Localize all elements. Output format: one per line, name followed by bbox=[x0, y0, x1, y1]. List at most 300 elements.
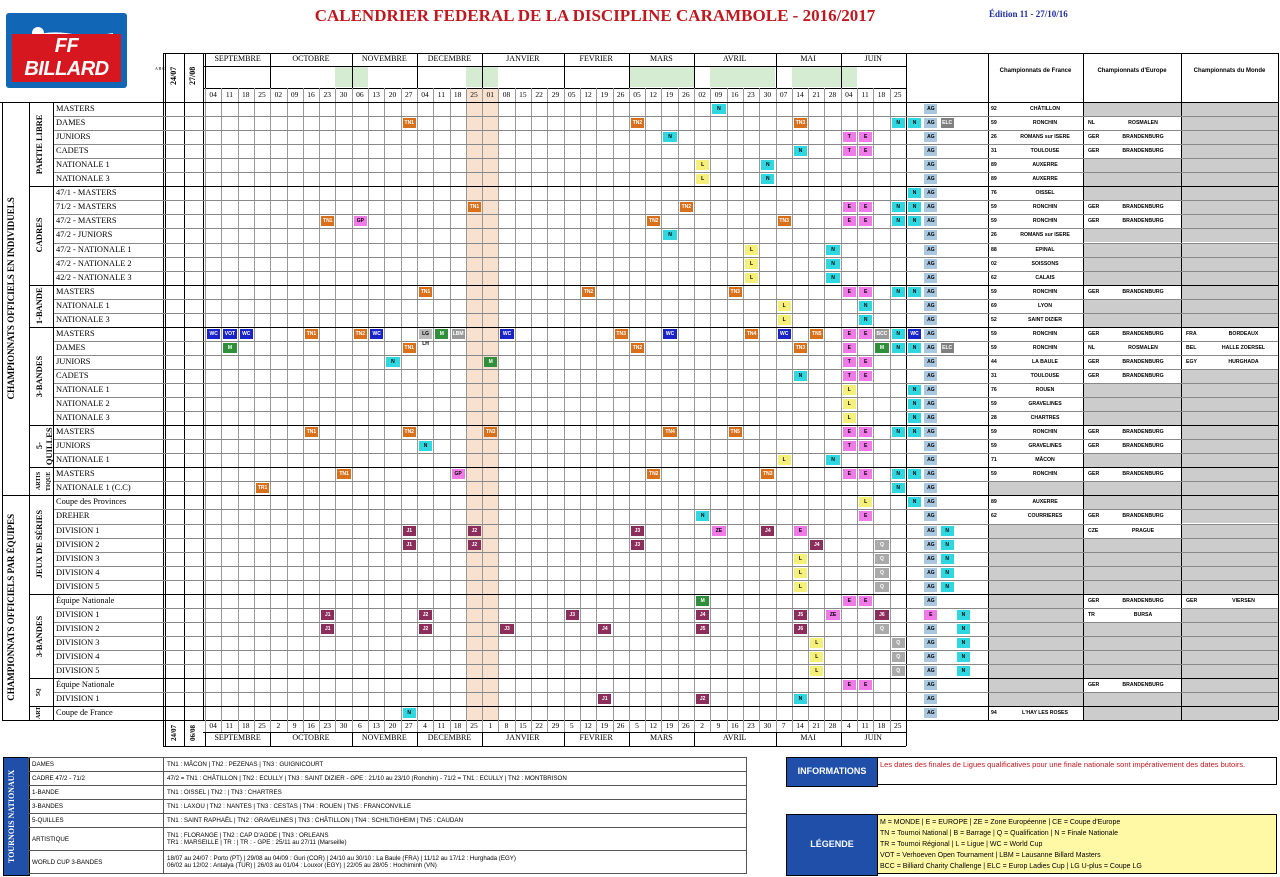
week-day-label: 09 bbox=[290, 90, 299, 99]
france-empty bbox=[989, 693, 1083, 706]
category-label: 3-BANDES bbox=[34, 615, 44, 657]
week-day-label: 11 bbox=[225, 90, 234, 99]
france-city: AUXERRE bbox=[1032, 176, 1058, 183]
france-city: RONCHIN bbox=[1032, 288, 1058, 295]
france-dept: 62 bbox=[991, 513, 997, 520]
event-marker: E bbox=[859, 371, 872, 381]
france-dept: 59 bbox=[991, 218, 997, 225]
europe-city: BRANDENBURG bbox=[1122, 358, 1164, 365]
bottom-day-label: 25 bbox=[470, 721, 478, 731]
event-marker: AG bbox=[924, 104, 937, 114]
left-line bbox=[2, 102, 3, 720]
event-marker: E bbox=[924, 610, 937, 620]
bottom-month-label: SEPTEMBRE bbox=[214, 733, 261, 743]
week-day-label: 05 bbox=[633, 90, 641, 99]
event-marker: L bbox=[794, 568, 807, 578]
france-city: RONCHIN bbox=[1032, 330, 1058, 337]
event-marker: TN3 bbox=[795, 344, 806, 351]
europe-city: BURSA bbox=[1133, 611, 1153, 618]
europe-city: BRANDENBURG bbox=[1122, 204, 1164, 211]
event-marker: AG bbox=[924, 568, 937, 578]
france-city: COURRIERES bbox=[1027, 513, 1063, 520]
row-label: DIVISION 4 bbox=[56, 567, 100, 577]
event-marker: L bbox=[843, 399, 856, 409]
bottom-day-label: 18 bbox=[453, 721, 462, 731]
event-marker: L bbox=[843, 413, 856, 423]
event-marker: AG bbox=[924, 554, 937, 564]
event-marker: J4 bbox=[810, 540, 823, 550]
bottom-right-line bbox=[906, 720, 907, 746]
event-marker: N bbox=[826, 245, 839, 255]
week-line bbox=[319, 88, 320, 720]
europe-empty bbox=[1084, 412, 1181, 425]
week-line bbox=[515, 88, 516, 720]
event-marker: N bbox=[908, 413, 921, 423]
event-marker: Q bbox=[875, 624, 888, 634]
tournoi-detail-line: 06/02 au 12/02 : Antalya (TUR) | 26/03 au 01/04 : Louxor (EGY) | 22/05 au 28/05 : Hochiminh (VN) bbox=[167, 862, 437, 869]
europe-empty bbox=[1084, 581, 1181, 594]
week-day-label: 26 bbox=[682, 90, 690, 99]
europe-empty bbox=[1084, 103, 1181, 116]
week-day-label: 19 bbox=[665, 90, 674, 99]
holiday-column bbox=[482, 88, 498, 720]
france-dept: 88 bbox=[991, 246, 997, 253]
event-marker: Q bbox=[892, 666, 905, 676]
week-day-label: 15 bbox=[519, 90, 527, 99]
week-line bbox=[221, 88, 222, 720]
france-dept: 62 bbox=[991, 274, 997, 281]
week-day-label: 25 bbox=[470, 90, 478, 99]
france-city: TOULOUSE bbox=[1030, 148, 1060, 155]
france-dept: 59 bbox=[991, 429, 997, 436]
event-marker: E bbox=[859, 596, 872, 606]
tournoi-row bbox=[29, 758, 747, 772]
event-marker: J3 bbox=[631, 540, 644, 550]
bottom-pre-line bbox=[184, 720, 185, 746]
event-marker: Q bbox=[892, 638, 905, 648]
europe-country: GER bbox=[1088, 134, 1100, 141]
event-marker: N bbox=[957, 638, 970, 648]
france-dept: 76 bbox=[991, 190, 997, 197]
row-label: MASTERS bbox=[56, 104, 95, 113]
europe-empty bbox=[1084, 693, 1181, 706]
bottom-week-line bbox=[743, 720, 744, 732]
event-marker: TN1 bbox=[306, 429, 317, 436]
europe-country: GER bbox=[1088, 204, 1100, 211]
monde-empty bbox=[1182, 173, 1278, 186]
europe-empty bbox=[1084, 300, 1181, 313]
france-dept: 31 bbox=[991, 372, 997, 379]
row-label: NATIONALE 2 bbox=[56, 399, 110, 409]
row-label: DIVISION 2 bbox=[56, 539, 100, 549]
monde-empty bbox=[1182, 215, 1278, 228]
week-line bbox=[417, 88, 418, 720]
france-empty bbox=[989, 581, 1083, 594]
bottom-week-line bbox=[824, 720, 825, 732]
tournoi-row bbox=[29, 814, 747, 828]
row-label: NATIONALE 1 bbox=[56, 385, 110, 394]
event-marker: N bbox=[892, 483, 905, 493]
week-day-label: 26 bbox=[616, 90, 625, 99]
tournoi-details bbox=[164, 772, 747, 786]
week-line bbox=[792, 88, 793, 720]
event-marker: J6 bbox=[875, 610, 888, 620]
week-day-label: 27 bbox=[404, 90, 413, 99]
tournoi-details bbox=[164, 814, 747, 828]
event-marker: TN4 bbox=[665, 429, 675, 436]
europe-city: BRANDENBURG bbox=[1122, 372, 1164, 379]
monde-empty bbox=[1182, 201, 1278, 214]
event-marker: VOT bbox=[224, 330, 236, 337]
monde-empty bbox=[1182, 707, 1278, 720]
bottom-day-label: 12 bbox=[584, 721, 592, 731]
event-marker: AG bbox=[924, 526, 937, 536]
bottom-day-label: 11 bbox=[225, 721, 234, 731]
event-marker: AG bbox=[924, 483, 937, 493]
week-day-label: 22 bbox=[535, 90, 543, 99]
bottom-day-label: 2 bbox=[276, 721, 281, 731]
event-marker: N bbox=[892, 287, 905, 297]
row-label: 47/1 - MASTERS bbox=[56, 188, 117, 198]
bottom-week-line bbox=[384, 720, 385, 732]
france-dept: 89 bbox=[991, 162, 997, 169]
pre-col-line bbox=[165, 53, 166, 720]
monde-empty bbox=[1182, 637, 1278, 650]
event-marker: N bbox=[957, 652, 970, 662]
france-dept: 59 bbox=[991, 344, 997, 351]
week-day-label: 12 bbox=[649, 90, 657, 99]
event-marker: TN2 bbox=[583, 288, 594, 295]
event-marker: GP bbox=[452, 469, 465, 479]
monde-empty bbox=[1182, 300, 1278, 313]
monde-empty bbox=[1182, 131, 1278, 144]
pre-col-line bbox=[203, 53, 204, 720]
event-marker: J4 bbox=[761, 526, 774, 536]
event-marker: L bbox=[778, 315, 791, 325]
event-marker: J3 bbox=[500, 624, 513, 634]
category-label: 1-BANDE bbox=[34, 287, 44, 325]
event-marker: E bbox=[859, 427, 872, 437]
bottom-day-label: 16 bbox=[307, 721, 315, 731]
event-marker: AG bbox=[924, 174, 937, 184]
bottom-day-label: 27 bbox=[404, 721, 413, 731]
tournoi-details bbox=[164, 800, 747, 814]
tournoi-row bbox=[29, 828, 747, 851]
europe-country: GER bbox=[1088, 471, 1100, 478]
event-marker: N bbox=[908, 216, 921, 226]
france-city: OISSEL bbox=[1035, 190, 1055, 197]
month-label: OCTOBRE bbox=[292, 54, 330, 63]
page-title: CALENDRIER FEDERAL DE LA DISCIPLINE CARAMBOLE - 2016/2017 bbox=[314, 6, 876, 25]
row-label: MASTERS bbox=[56, 469, 95, 479]
france-city: MÂCON bbox=[1035, 457, 1055, 464]
monde-empty bbox=[1182, 679, 1278, 692]
event-marker: Q bbox=[875, 582, 888, 592]
bottom-month-label: OCTOBRE bbox=[292, 733, 330, 743]
event-marker: AG bbox=[924, 385, 937, 395]
france-dept: 92 bbox=[991, 106, 997, 112]
week-line bbox=[824, 88, 825, 720]
side-group-equipes: CHAMPIONNATS OFFICIELS PAR ÉQUIPES bbox=[6, 514, 16, 702]
tournoi-row bbox=[29, 772, 747, 786]
event-marker: TR1 bbox=[257, 485, 268, 492]
week-line bbox=[710, 88, 711, 720]
week-line bbox=[873, 88, 874, 720]
event-marker: LG LH bbox=[419, 329, 432, 339]
tournoi-detail-line: 18/07 au 24/07 : Porto (PT) | 29/08 au 04/09 : Guri (COR) | 24/10 au 30/10 : La Baule (FRA) | 11/12 au 17/12 : Hurghada (EGY) bbox=[167, 855, 516, 862]
bottom-week-line bbox=[710, 720, 711, 732]
week-line bbox=[645, 88, 646, 720]
monde-empty bbox=[1182, 468, 1278, 481]
event-marker: AG bbox=[924, 399, 937, 409]
bottom-week-line bbox=[287, 720, 288, 732]
france-empty bbox=[989, 553, 1083, 566]
france-empty bbox=[989, 637, 1083, 650]
france-dept: 59 bbox=[991, 330, 997, 337]
europe-city: BRANDENBURG bbox=[1122, 443, 1164, 450]
event-marker: Q bbox=[875, 554, 888, 564]
event-marker: AG bbox=[924, 596, 937, 606]
category-label: JEUX DE SÉRIES bbox=[34, 510, 44, 579]
bottom-month-label: AVRIL bbox=[723, 733, 747, 743]
event-marker: AG bbox=[924, 245, 937, 255]
france-city: CHÂTILLON bbox=[1030, 106, 1060, 112]
pre-date-label: 27/08 bbox=[188, 66, 197, 86]
europe-empty bbox=[1084, 258, 1181, 271]
france-city: AUXERRE bbox=[1032, 162, 1058, 169]
event-marker: L bbox=[843, 385, 856, 395]
event-marker: E bbox=[859, 287, 872, 297]
event-marker: J2 bbox=[468, 526, 481, 536]
bottom-week-line bbox=[531, 720, 532, 732]
event-marker: TN1 bbox=[323, 218, 333, 225]
europe-country: GER bbox=[1088, 148, 1100, 155]
event-marker: TN1 bbox=[339, 471, 349, 478]
monde-empty bbox=[1182, 412, 1278, 425]
week-line bbox=[498, 88, 499, 720]
event-marker: T bbox=[843, 132, 856, 142]
bottom-week-line bbox=[433, 720, 434, 732]
event-marker: TN3 bbox=[730, 288, 740, 295]
bottom-week-line bbox=[205, 720, 206, 732]
bottom-day-label: 7 bbox=[781, 721, 786, 731]
bottom-day-label: 2 bbox=[700, 721, 705, 731]
monde-empty bbox=[1182, 117, 1278, 130]
europe-country: GER bbox=[1088, 513, 1100, 520]
event-marker: J3 bbox=[631, 526, 644, 536]
tournois-table bbox=[28, 757, 747, 875]
bottom-day-label: 22 bbox=[535, 721, 543, 731]
event-marker: AG bbox=[924, 666, 937, 676]
row-label: 71/2 - MASTERS bbox=[56, 202, 117, 212]
week-day-label: 28 bbox=[828, 90, 837, 99]
bottom-day-label: 25 bbox=[893, 721, 902, 731]
bottom-week-line bbox=[319, 720, 320, 732]
bottom-header-line bbox=[163, 746, 906, 747]
bottom-week-line bbox=[221, 720, 222, 732]
event-marker: N bbox=[908, 399, 921, 409]
bottom-day-label: 25 bbox=[258, 721, 266, 731]
week-day-label: 29 bbox=[551, 90, 560, 99]
event-marker: N bbox=[892, 329, 905, 339]
row-label: MASTERS bbox=[56, 328, 95, 338]
bottom-day-label: 8 bbox=[504, 721, 509, 731]
event-marker: N bbox=[794, 146, 807, 156]
row-label: DAMES bbox=[56, 118, 86, 128]
france-dept: 76 bbox=[991, 387, 997, 393]
bottom-week-line bbox=[352, 720, 353, 732]
row-label: Équipe Nationale bbox=[56, 595, 115, 605]
row-label: Équipe Nationale bbox=[56, 680, 115, 690]
row-label: NATIONALE 3 bbox=[56, 314, 110, 324]
event-marker: N bbox=[908, 118, 921, 128]
europe-empty bbox=[1084, 665, 1181, 678]
europe-country: NL bbox=[1088, 344, 1095, 351]
event-marker: T bbox=[843, 371, 856, 381]
row-label: DIVISION 3 bbox=[56, 637, 100, 647]
week-day-label: 11 bbox=[861, 90, 869, 99]
tournoi-discipline: WORLD CUP 3-BANDES bbox=[29, 851, 164, 874]
bottom-day-label: 28 bbox=[828, 721, 837, 731]
week-line bbox=[205, 88, 206, 720]
monde-country: BEL bbox=[1186, 344, 1197, 351]
tournoi-detail-line: TN1 : FLORANGE | TN2 : CAP D'AGDE | TN3 : ORLEANS bbox=[167, 832, 329, 839]
event-marker: L bbox=[794, 554, 807, 564]
event-marker: N bbox=[892, 216, 905, 226]
row-label: DIVISION 1 bbox=[56, 525, 100, 535]
month-label: NOVEMBRE bbox=[361, 54, 407, 63]
monde-empty bbox=[1182, 623, 1278, 636]
france-dept: 69 bbox=[991, 302, 997, 309]
bottom-week-line bbox=[482, 720, 483, 732]
category-label: 3-BANDES bbox=[34, 355, 44, 397]
france-city: ROUEN bbox=[1035, 387, 1055, 393]
monde-empty bbox=[1182, 370, 1278, 383]
europe-city: BRANDENBURG bbox=[1122, 288, 1164, 295]
event-marker: TN3 bbox=[779, 218, 789, 225]
event-marker: N bbox=[826, 455, 839, 465]
europe-country: GER bbox=[1088, 443, 1100, 450]
europe-empty bbox=[1084, 454, 1181, 467]
europe-empty bbox=[1084, 637, 1181, 650]
event-marker: AG bbox=[924, 638, 937, 648]
france-city: ROMANS sur ISERE bbox=[1020, 232, 1070, 239]
week-day-label: 19 bbox=[600, 90, 609, 99]
event-marker: BCC bbox=[876, 330, 888, 337]
monde-city: HURGHADA bbox=[1228, 358, 1259, 365]
row-label: JUNIORS bbox=[56, 441, 91, 451]
bottom-day-label: 20 bbox=[388, 721, 397, 731]
monde-city: VIERSEN bbox=[1232, 597, 1255, 604]
event-marker: TN1 bbox=[404, 120, 414, 127]
bottom-week-line bbox=[661, 720, 662, 732]
europe-city: BRANDENBURG bbox=[1122, 134, 1164, 141]
monde-empty bbox=[1182, 693, 1278, 706]
france-dept: 59 bbox=[991, 288, 997, 295]
row-label: DIVISION 2 bbox=[56, 623, 100, 633]
europe-empty bbox=[1084, 496, 1181, 509]
monde-city: HALLE ZOERSEL bbox=[1221, 344, 1266, 351]
bottom-week-line bbox=[450, 720, 451, 732]
event-marker: J5 bbox=[794, 610, 807, 620]
france-dept: 31 bbox=[991, 148, 997, 155]
month-label: AVRIL bbox=[723, 54, 747, 63]
week-line bbox=[270, 88, 271, 720]
europe-city: BRANDENBURG bbox=[1122, 597, 1164, 604]
france-city: RONCHIN bbox=[1032, 471, 1058, 478]
week-line bbox=[580, 88, 581, 720]
event-marker: GP bbox=[354, 216, 367, 226]
week-line bbox=[352, 88, 353, 720]
row-label: 47/2 - JUNIORS bbox=[56, 230, 113, 240]
event-marker: E bbox=[859, 680, 872, 690]
event-marker: TN2 bbox=[632, 344, 643, 351]
bottom-week-line bbox=[678, 720, 679, 732]
bottom-week-line bbox=[368, 720, 369, 732]
france-city: RONCHIN bbox=[1032, 344, 1058, 351]
france-city: RONCHIN bbox=[1032, 204, 1058, 211]
info-box bbox=[786, 757, 878, 787]
row-label: DREHER bbox=[56, 511, 90, 521]
europe-empty bbox=[1084, 187, 1181, 200]
event-marker: AG bbox=[924, 357, 937, 367]
event-marker: TN2 bbox=[649, 471, 659, 478]
event-marker: LBM bbox=[452, 330, 464, 337]
bottom-week-line bbox=[645, 720, 646, 732]
week-day-label: 25 bbox=[258, 90, 266, 99]
monde-empty bbox=[1182, 384, 1278, 397]
europe-country: GER bbox=[1088, 218, 1100, 225]
europe-empty bbox=[1084, 567, 1181, 580]
week-line bbox=[466, 88, 467, 720]
event-marker: N bbox=[908, 188, 921, 198]
legende-line: BCC = Billiard Charity Challenge | ELC = Europ Ladies Cup | LG U-plus = Coupe LG bbox=[880, 863, 1142, 870]
legende-box bbox=[786, 814, 878, 876]
tournoi-details bbox=[164, 758, 747, 772]
event-marker: AG bbox=[924, 259, 937, 269]
event-marker: TN5 bbox=[812, 330, 822, 337]
bottom-pre-line bbox=[165, 720, 166, 746]
tournoi-details bbox=[164, 786, 747, 800]
event-marker: AG bbox=[924, 511, 937, 521]
event-marker: N bbox=[908, 497, 921, 507]
tournoi-row bbox=[29, 800, 747, 814]
france-city: RONCHIN bbox=[1032, 218, 1058, 225]
monde-empty bbox=[1182, 272, 1278, 285]
europe-country: GER bbox=[1088, 597, 1100, 604]
bottom-day-label: 5 bbox=[635, 721, 639, 731]
bottom-week-line bbox=[303, 720, 304, 732]
month-label: FEVRIER bbox=[579, 54, 613, 63]
legende-line: TR = Tournoi Régional | L = Ligue | WC = World Cup bbox=[880, 841, 1043, 848]
event-marker: AG bbox=[924, 287, 937, 297]
legende-line: M = MONDE | E = EUROPE | ZE = Zone Européenne | CE = Coupe d'Europe bbox=[880, 819, 1121, 826]
france-city: RONCHIN bbox=[1032, 429, 1058, 436]
holiday-column bbox=[466, 88, 482, 720]
month-label: DECEMBRE bbox=[427, 54, 472, 63]
tournoi-detail-line: TN1 : OISSEL | TN2 : | TN3 : CHARTRES bbox=[167, 789, 282, 796]
event-marker: WC bbox=[240, 329, 253, 339]
event-marker: N bbox=[663, 132, 676, 142]
row-label: Coupe de France bbox=[56, 708, 113, 718]
event-marker: L bbox=[745, 245, 758, 255]
tournoi-row bbox=[29, 786, 747, 800]
event-marker: J2 bbox=[419, 610, 432, 620]
event-marker: N bbox=[957, 666, 970, 676]
row-label: MASTERS bbox=[56, 427, 95, 437]
event-marker: AG bbox=[924, 441, 937, 451]
row-label: JUNIORS bbox=[56, 356, 91, 366]
